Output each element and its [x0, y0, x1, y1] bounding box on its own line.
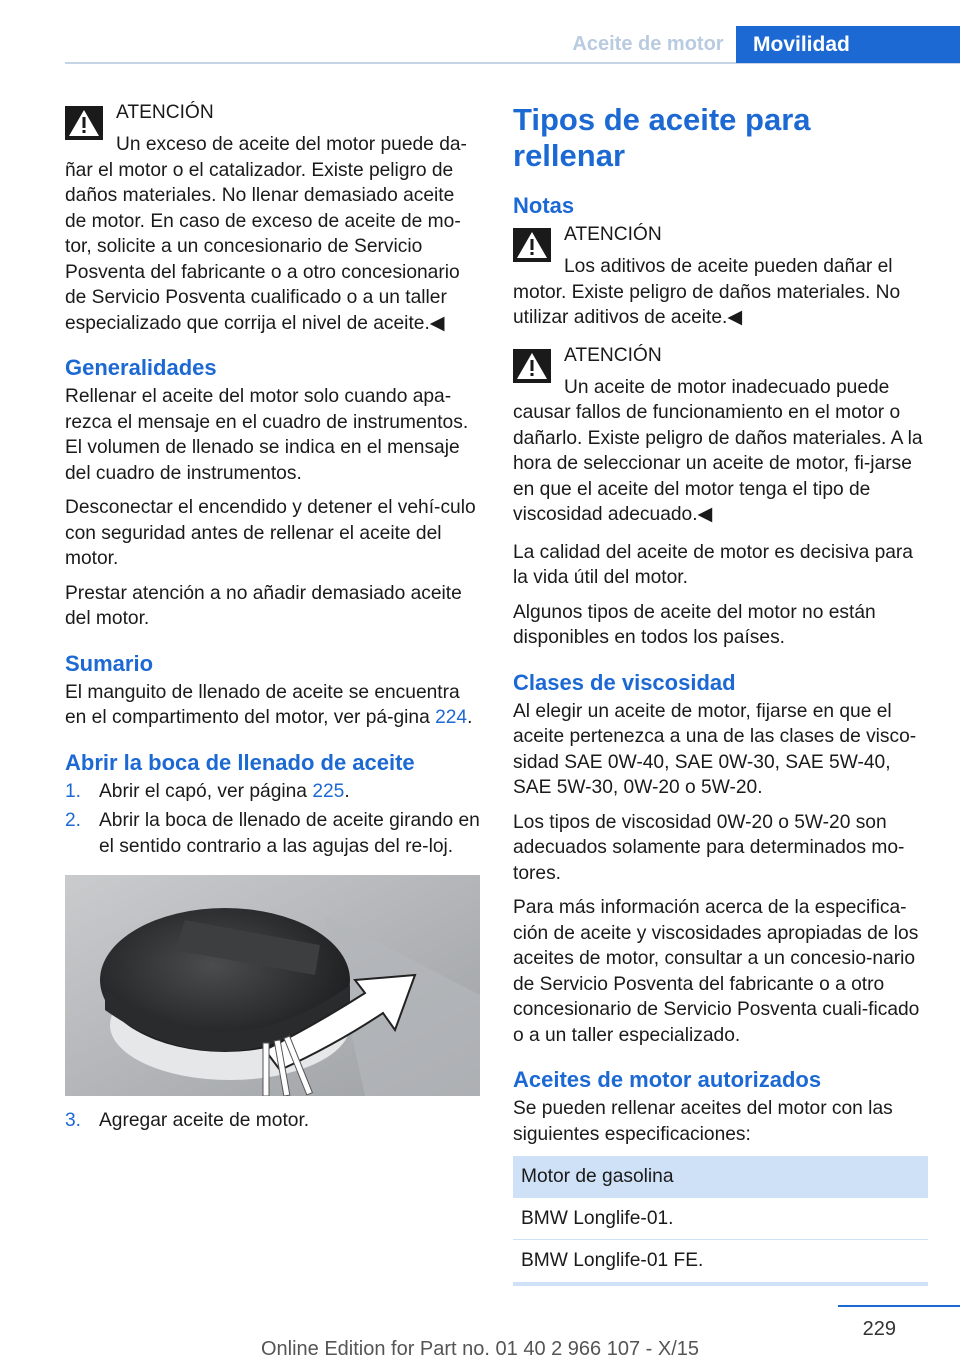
- list-item: 3. Agregar aceite de motor.: [65, 1110, 310, 1131]
- paragraph: El manguito de llenado de aceite se encuentra en el compartimento del motor, ver pá‐gina 224.: [65, 681, 473, 728]
- heading-viscosidad: Clases de viscosidad: [513, 669, 736, 695]
- step-list-continued: [65, 1108, 480, 1134]
- heading-generalidades: Generalidades: [65, 355, 217, 380]
- warning-text: Un aceite de motor inadecuado puede causar fallos de funcionamiento en el motor o dañarlo. Existe peligro de daños materiales. A la hora de seleccionar un aceite de motor, fi‐jarse en que el aceite del motor tenga el tipo de viscosidad adecuado.◀: [513, 376, 923, 525]
- edition-line: Online Edition for Part no. 01 40 2 966 107 - X/15: [260, 1338, 700, 1360]
- table-row: BMW Longlife-01 FE.: [513, 1240, 928, 1284]
- oil-cap-photo: [65, 875, 480, 1096]
- heading-notas: Notas: [513, 193, 575, 218]
- warning-block: [65, 100, 480, 336]
- paragraph: Al elegir un aceite de motor, fijarse en que el aceite pertenezca a una de las clases de visco‐sidad SAE 0W-40, SAE 0W-30, SAE 5W-40, SAE 5W-30, 0W-20 o 5W-20.: [513, 700, 917, 798]
- page-link[interactable]: 225: [312, 780, 345, 802]
- paragraph: Rellenar el aceite del motor solo cuando apa‐rezca el mensaje en el cuadro de instrumentos. El volumen de llenado se indica en el mensaje del cuadro de instrumentos.: [65, 386, 469, 484]
- footer-rule: [838, 1305, 960, 1307]
- left-column: [65, 100, 480, 1143]
- right-column: [513, 100, 928, 1286]
- paragraph: Para más información acerca de la especifica‐ción de aceite y viscosidades apropiadas de los aceites de motor, consultar a un concesio‐nario de Servicio Posventa del fabricante o a otro concesionario de Servicio Posventa cuali‐ficado o a un taller especializado.: [513, 897, 920, 1046]
- warning-title: ATENCIÓN: [564, 224, 662, 245]
- page-number: 229: [862, 1318, 896, 1340]
- heading-abrir: Abrir la boca de llenado de aceite: [65, 749, 415, 775]
- warning-icon: [513, 228, 551, 262]
- step-list: [65, 779, 480, 860]
- paragraph: La calidad del aceite de motor es decisiva para la vida útil del motor.: [513, 541, 913, 588]
- header-section-tab[interactable]: Aceite de motor: [572, 33, 724, 55]
- table-header: Motor de gasolina: [513, 1156, 928, 1198]
- warning-icon: [513, 349, 551, 383]
- table-row: BMW Longlife-01.: [513, 1198, 928, 1240]
- page-link[interactable]: 224: [435, 707, 468, 728]
- warning-text: Los aditivos de aceite pueden dañar el motor. Existe peligro de daños materiales. No utilizar aditivos de aceite.◀: [513, 256, 901, 328]
- list-item: 1. Abrir el capó, ver página 225.: [65, 780, 350, 802]
- warning-block: [513, 343, 928, 528]
- header-chapter-tab[interactable]: Movilidad: [736, 26, 960, 63]
- paragraph: Prestar atención a no añadir demasiado aceite del motor.: [65, 582, 462, 629]
- heading-autorizados: Aceites de motor autorizados: [513, 1067, 822, 1092]
- warning-title: ATENCIÓN: [564, 344, 662, 366]
- warning-title: ATENCIÓN: [116, 102, 214, 123]
- oil-spec-table: [513, 1156, 928, 1286]
- paragraph: Algunos tipos de aceite del motor no están disponibles en todos los países.: [513, 601, 876, 648]
- warning-block: [513, 222, 928, 331]
- section-title: Tipos de aceite para rellenar: [513, 102, 811, 173]
- warning-icon: [65, 106, 103, 140]
- heading-sumario: Sumario: [65, 650, 154, 676]
- paragraph: Los tipos de viscosidad 0W-20 o 5W-20 son adecuados solamente para determinados mo‐tores.: [513, 811, 905, 884]
- list-item: 2. Abrir la boca de llenado de aceite girando en el sentido contrario a las agujas del re‐loj.: [65, 810, 480, 857]
- warning-text: Un exceso de aceite del motor puede da‐ñar el motor o el catalizador. Existe peligro de daños materiales. No llenar demasiado aceite de motor. En caso de exceso de aceite de mo‐tor, solicite a un concesionario de Servicio Posventa del fabricante o a otro concesionario de Servicio Posventa cualificado o a un taller especializado que corrija el nivel de aceite.◀: [65, 134, 467, 334]
- paragraph: Se pueden rellenar aceites del motor con las siguientes especificaciones:: [513, 1098, 893, 1145]
- paragraph: Desconectar el encendido y detener el vehí‐culo con seguridad antes de rellenar el aceite del motor.: [65, 497, 476, 569]
